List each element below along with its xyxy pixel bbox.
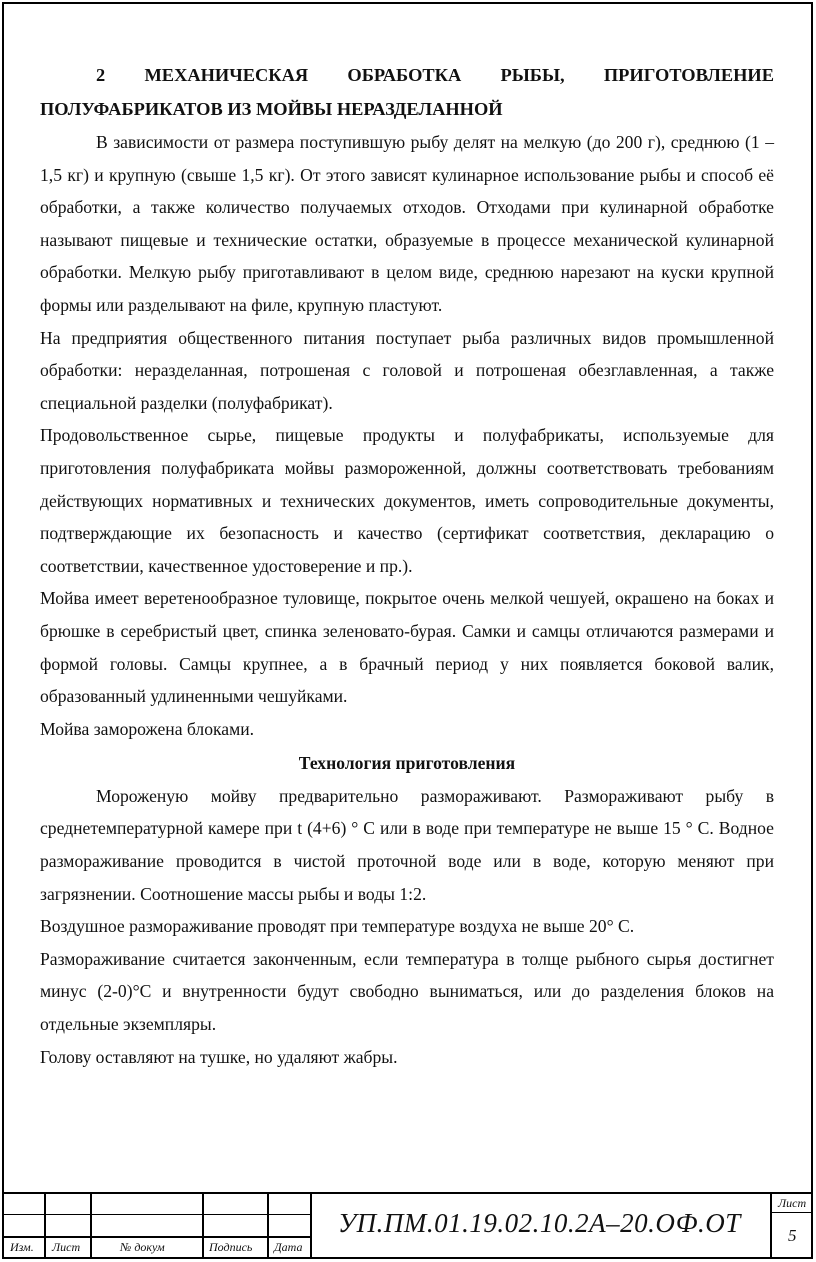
paragraph-8: Размораживание считается законченным, если температура в толще рыбного сырья достигнет минус (2-0)°С и внутренности будут свободно выниматься, или до разделения блоков на отдельные экземпляры. bbox=[40, 948, 774, 1035]
document-body bbox=[40, 58, 774, 1073]
paragraph-9: Голову оставляют на тушке, но удаляют жабры. bbox=[40, 1046, 398, 1067]
subheading: Технология приготовления bbox=[298, 753, 516, 774]
stamp-dokum: № докум bbox=[120, 1240, 165, 1254]
stamp-izm: Изм. bbox=[10, 1240, 34, 1254]
document-code: УП.ПМ.01.19.02.10.2А–20.ОФ.ОТ bbox=[338, 1208, 741, 1238]
stamp-podpis: Подпись bbox=[209, 1240, 253, 1254]
sheet-label: Лист bbox=[778, 1196, 807, 1210]
stamp-list: Лист bbox=[52, 1240, 81, 1254]
paragraph-4: Мойва имеет веретенообразное туловище, покрытое очень мелкой чешуей, окрашено на боках и брюшке в серебристый цвет, спинка зеленовато-бурая. Самки и самцы отличаются размерами и формой головы. Самцы крупнее, а в брачный период у них появляется боковой валик, образованный удлиненными чешуйками. bbox=[40, 588, 774, 707]
section-title: 2 МЕХАНИЧЕСКАЯ ОБРАБОТКА РЫБЫ, ПРИГОТОВЛЕНИЕ ПОЛУФАБРИКАТОВ ИЗ МОЙВЫ НЕРАЗДЕЛАННОЙ bbox=[40, 65, 774, 119]
sheet-number: 5 bbox=[788, 1226, 797, 1245]
paragraph-2: На предприятия общественного питания поступает рыба различных видов промышленной обработки: неразделанная, потрошеная с головой и потрошеная обезглавленная, а также специальной разделки (полуфабрикат). bbox=[40, 327, 774, 413]
paragraph-5: Мойва заморожена блоками. bbox=[40, 718, 255, 739]
paragraph-6: Мороженую мойву предварительно размораживают. Размораживают рыбу в среднетемпературной камере при t (4+6) ° С или в воде при температуре не выше 15 ° С. Водное размораживание проводится в чистой проточной воде или в воде, которую меняют при загрязнении. Соотношение массы рыбы и воды 1:2. bbox=[40, 785, 774, 904]
title-block bbox=[2, 1192, 813, 1259]
paragraph-1: В зависимости от размера поступившую рыбу делят на мелкую (до 200 г), среднюю (1 –1,5 кг) и крупную (свыше 1,5 кг). От этого зависят кулинарное использование рыбы и способ её обработки, а также количество получаемых отходов. Отходами при кулинарной обработке называют пищевые и технические остатки, образуемые в процессе механической кулинарной обработки. Мелкую рыбу приготавливают в целом виде, среднюю нарезают на куски крупной формы или разделывают на филе, крупную пластуют. bbox=[40, 132, 774, 315]
stamp-data: Дата bbox=[274, 1240, 303, 1254]
paragraph-3: Продовольственное сырье, пищевые продукты и полуфабрикаты, используемые для приготовления полуфабриката мойвы размороженной, должны соответствовать требованиям действующих нормативных и технических документов, иметь сопроводительные документы, подтверждающие их безопасность и качество (сертификат соответствия, декларацию о соответствии, качественное удостоверение и пр.). bbox=[40, 425, 774, 576]
paragraph-7: Воздушное размораживание проводят при температуре воздуха не выше 20° С. bbox=[40, 916, 635, 937]
